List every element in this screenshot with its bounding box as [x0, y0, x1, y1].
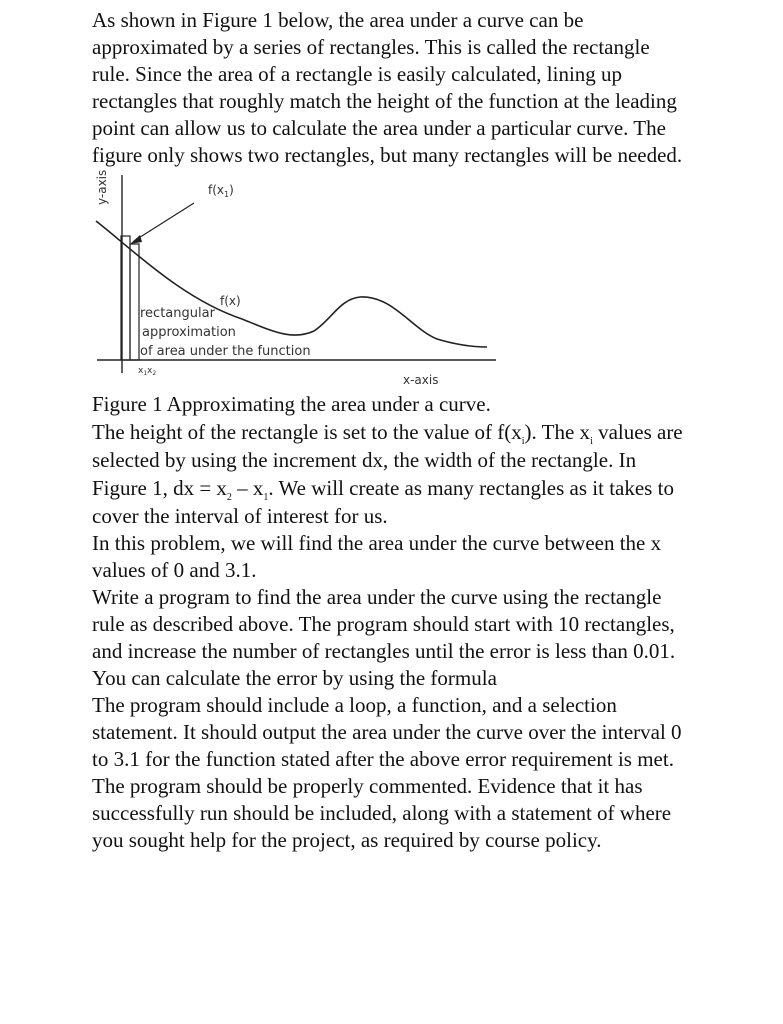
x-axis-label: x-axis	[403, 373, 439, 387]
x2-label: $x_2$	[147, 366, 157, 377]
y-axis-label: y-axis	[95, 169, 109, 205]
intro-paragraph: As shown in Figure 1 below, the area under a curve can be approximated by a series of rectangles. This is called the rectangle rule. Since the area of a rectangle is easily calculated, lining up rectangles that roughly match the height of the function at the leading point can allow us to calculate the area under a particular curve. The figure only shows two rectangles, but many rectangles will be needed.	[92, 8, 683, 167]
rectangle-2	[130, 244, 139, 360]
rect-label-line-2: approximation	[142, 325, 236, 340]
x1-label: $x_1$	[138, 366, 148, 377]
rect-label-line-3: of area under the function	[140, 344, 311, 359]
fx1-label: $f(x_1)$	[208, 183, 234, 199]
height-paragraph: The height of the rectangle is set to the value of $f(x_i)$. The $x_i$ values are selected by using the increment dx, the width of the rectangle. In Figure 1, dx = $x_2 - x_1$. We will create as many rectangles as it takes to cover the interval of interest for us.	[92, 420, 683, 528]
fx1-arrowhead	[130, 235, 142, 244]
problem-paragraph: In this problem, we will find the area under the curve between the x values of 0 and 3.1.	[92, 531, 662, 582]
requirements-paragraph: The program should include a loop, a function, and a selection statement. It should output the area under the curve over the interval 0 to 3.1 for the function stated after the above error requirement is met.	[92, 693, 682, 771]
program-paragraph: Write a program to find the area under the curve using the rectangle rule as described above. The program should start with 10 rectangles, and increase the number of rectangles until the error is less than 0.01. You can calculate the error by using the formula	[92, 585, 676, 690]
area-under-curve-diagram	[92, 169, 502, 391]
comment-paragraph: The program should be properly commented. Evidence that it has successfully run should be included, along with a statement of where you sought help for the project, as required by course policy.	[92, 774, 672, 852]
fx1-pointer-line	[134, 203, 194, 241]
document-page	[92, 7, 692, 854]
figure-caption: Figure 1 Approximating the area under a curve.	[92, 392, 491, 416]
rect-label-line-1: rectangular	[140, 306, 215, 321]
figure-1	[92, 169, 502, 391]
fx-label: f(x)	[220, 294, 241, 308]
